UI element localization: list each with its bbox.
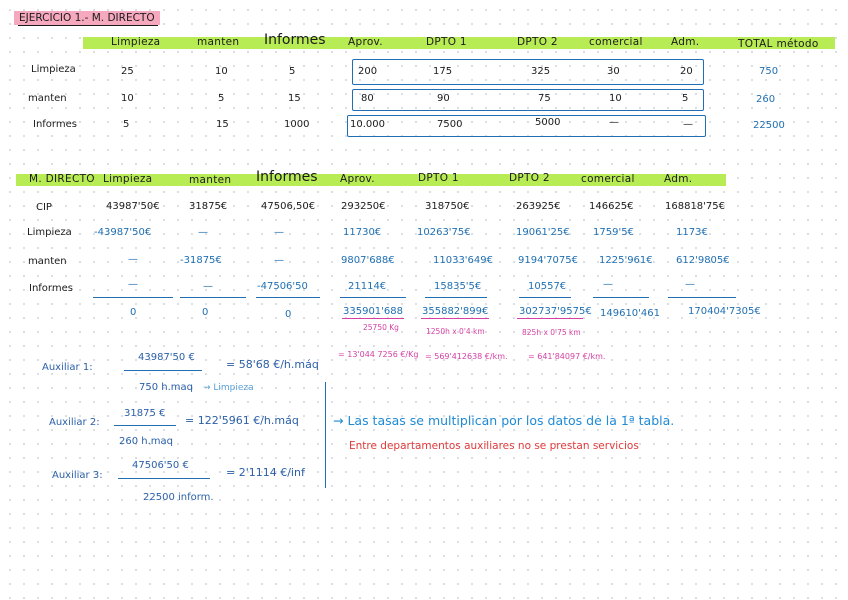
- table1-header-aprov: Aprov.: [348, 36, 383, 48]
- cell: 10557€: [528, 281, 567, 292]
- cell: 10: [121, 93, 134, 104]
- aux-result: = 58'68 €/h.máq: [226, 358, 319, 371]
- cell: 90: [437, 93, 450, 104]
- cell: 10: [609, 93, 622, 104]
- aux-numerator: 43987'50 €: [138, 352, 195, 363]
- row-label: Informes: [33, 119, 77, 130]
- row-label: manten: [28, 93, 67, 104]
- cell: 1759'5€: [593, 227, 634, 238]
- total-cell: 355882'899€: [422, 306, 489, 317]
- cell: 1225'961€: [599, 255, 653, 266]
- cell: 5000: [535, 117, 561, 128]
- table1-header-limpieza: Limpieza: [111, 36, 161, 48]
- table1-row2-box: [352, 89, 704, 111]
- row-label: Informes: [29, 283, 73, 294]
- table2-header-comercial: comercial: [581, 173, 635, 185]
- cell: 31875€: [189, 201, 228, 212]
- aux-result: = 2'1114 €/inf: [226, 466, 305, 479]
- row-label: CIP: [36, 202, 52, 213]
- sum-line: [180, 297, 246, 298]
- bracket-line: [325, 382, 326, 488]
- cell: 5: [682, 93, 689, 104]
- cell: 75: [538, 93, 551, 104]
- unit-label: 1250h x 0'4 km: [426, 327, 485, 336]
- page-title: EJERCICIO 1.- M. DIRECTO: [14, 11, 160, 25]
- table2-header-adm: Adm.: [664, 173, 693, 185]
- sum-line: [425, 297, 487, 298]
- cell: 1173€: [676, 227, 708, 238]
- table2-corner: M. DIRECTO: [29, 173, 95, 185]
- sum-line: [93, 297, 173, 298]
- cell: —: [198, 227, 208, 238]
- unit-label: 825h x 0'75 km: [522, 328, 581, 337]
- note-auxiliares: Entre departamentos auxiliares no se prestan servicios: [349, 440, 639, 452]
- cell: 11730€: [343, 227, 382, 238]
- table1-header-total: TOTAL método: [738, 38, 819, 50]
- aux-numerator: 31875 €: [124, 408, 166, 419]
- cell: 200: [358, 66, 378, 77]
- cell: 612'9805€: [676, 255, 730, 266]
- total-cell: 0: [285, 309, 292, 320]
- cell: 15835'5€: [434, 281, 482, 292]
- cell: 175: [433, 66, 453, 77]
- cell: —: [603, 279, 613, 290]
- cell: —: [274, 227, 284, 238]
- divisor-line: [517, 318, 583, 319]
- sum-line: [340, 297, 406, 298]
- divisor-line: [342, 318, 404, 319]
- cell: 325: [531, 66, 551, 77]
- aux-label: Auxiliar 3:: [52, 470, 103, 481]
- total-cell: 302737'9575€: [519, 306, 592, 317]
- cell: 10263'75€: [417, 227, 471, 238]
- cell: 263925€: [516, 201, 561, 212]
- aux-result: = 122'5961 €/h.máq: [185, 414, 299, 427]
- table2-header-manten: manten: [189, 174, 232, 186]
- table1-header-comercial: comercial: [589, 36, 643, 48]
- cell: 15: [216, 119, 229, 130]
- cell: —: [128, 254, 138, 265]
- cell: 293250€: [341, 201, 386, 212]
- table1-header-dpto2: DPTO 2: [517, 36, 558, 48]
- table2-header-limpieza: Limpieza: [103, 173, 153, 185]
- table2-header-informes: Informes: [256, 169, 318, 185]
- cell: 10.000: [350, 119, 385, 130]
- cell: —: [685, 279, 695, 290]
- cell: 5: [218, 93, 225, 104]
- cell: 30: [607, 66, 620, 77]
- cell: 7500: [437, 119, 463, 130]
- cell: 168818'75€: [665, 201, 726, 212]
- table1-header-manten: manten: [197, 36, 240, 48]
- fraction-bar: [114, 425, 176, 426]
- cell: 5: [289, 66, 296, 77]
- cell: -43987'50€: [94, 227, 152, 238]
- cell: -31875€: [180, 255, 222, 266]
- rate-label: = 13'044 7256 €/Kg: [338, 350, 419, 359]
- table2-header-dpto2: DPTO 2: [509, 172, 550, 184]
- aux-label: Auxiliar 2:: [49, 417, 100, 428]
- aux-numerator: 47506'50 €: [132, 460, 189, 471]
- cell: 43987'50€: [106, 201, 160, 212]
- divisor-line: [421, 318, 489, 319]
- cell: 10: [215, 66, 228, 77]
- row-label: Limpieza: [31, 64, 76, 75]
- sum-line: [519, 297, 571, 298]
- rate-label: = 569'412638 €/km.: [425, 352, 508, 361]
- total-cell: 149610'461: [600, 308, 661, 319]
- sum-line: [256, 297, 320, 298]
- cell: 9194'7075€: [518, 255, 579, 266]
- cell: 15: [288, 93, 301, 104]
- cell: 9807'688€: [341, 255, 395, 266]
- table1-header-informes: Informes: [264, 32, 326, 48]
- sum-line: [593, 297, 649, 298]
- cell: -47506'50: [257, 281, 308, 292]
- table1-row1-box: [352, 59, 704, 85]
- table2-header-aprov: Aprov.: [340, 173, 375, 185]
- aux-denominator: 750 h.maq: [139, 382, 193, 393]
- total-cell: 170404'7305€: [688, 306, 761, 317]
- note-tasas: → Las tasas se multiplican por los datos de la 1ª tabla.: [333, 413, 675, 428]
- aux-denominator: 22500 inform.: [143, 492, 214, 503]
- total-cell: 0: [202, 307, 209, 318]
- cell: 47506,50€: [261, 201, 316, 212]
- total-cell: 260: [756, 94, 776, 105]
- rate-label: = 641'84097 €/km.: [528, 352, 606, 361]
- total-cell: 22500: [753, 120, 785, 131]
- cell: 25: [121, 66, 134, 77]
- cell: 19061'25€: [516, 227, 570, 238]
- cell: 146625€: [589, 201, 634, 212]
- cell: 1000: [284, 119, 310, 130]
- cell: 21114€: [348, 281, 387, 292]
- cell: 5: [123, 119, 130, 130]
- cell: 318750€: [425, 201, 470, 212]
- total-cell: 750: [759, 66, 779, 77]
- cell: —: [203, 281, 213, 292]
- cell: —: [609, 117, 619, 128]
- cell: —: [274, 255, 284, 266]
- sum-line: [668, 297, 736, 298]
- aux-label: Auxiliar 1:: [42, 362, 93, 373]
- row-label: Limpieza: [27, 227, 72, 238]
- total-cell: 0: [130, 307, 137, 318]
- table1-header-dpto1: DPTO 1: [426, 36, 467, 48]
- fraction-bar: [118, 478, 210, 479]
- table1-row3-box: [347, 115, 706, 137]
- cell: —: [683, 119, 693, 130]
- table1-header-adm: Adm.: [671, 36, 700, 48]
- title-underline: [18, 25, 158, 26]
- cell: —: [128, 279, 138, 290]
- unit-label: 25750 Kg: [363, 323, 399, 332]
- aux-note: → Limpieza: [203, 383, 254, 393]
- total-cell: 335901'688: [343, 306, 404, 317]
- cell: 20: [680, 66, 693, 77]
- aux-denominator: 260 h.maq: [119, 436, 173, 447]
- table2-header-dpto1: DPTO 1: [418, 172, 459, 184]
- cell: 80: [361, 93, 374, 104]
- fraction-bar: [124, 370, 202, 371]
- row-label: manten: [28, 256, 67, 267]
- cell: 11033'649€: [433, 255, 494, 266]
